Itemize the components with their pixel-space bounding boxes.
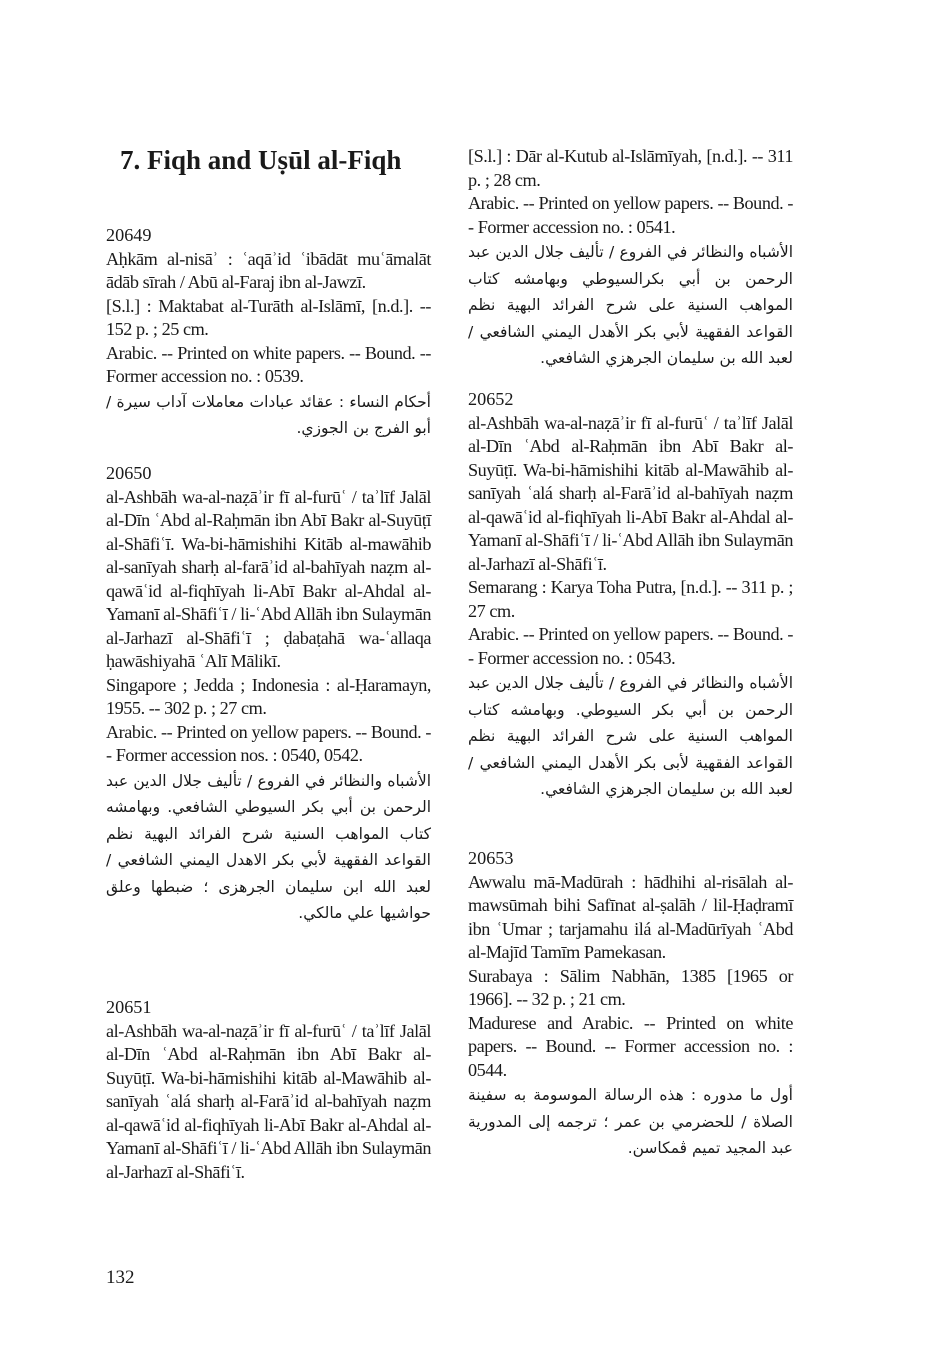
entry-number: 20653 [468, 848, 514, 868]
entry-title: al-Ashbāh wa-al-naẓāʾir fī al-furūʿ / taʾlīf Jalāl al-Dīn ʿAbd al-Raḥmān ibn Abī Bakr al-Suyūṭī al-Shāfiʿī. Wa-bi-hāmishihi Kitāb al-mawāhib al-sanīyah sharḥ al-farāʾid al-bahīyah naẓm al-qawāʿid al-fiqhīyah li-Abī Bakr al-Ahdal al-Yamanī al-Shāfiʿī / li-ʿAbd Allāh ibn Sulaymān al-Jarhazī al-Shāfiʿī ; ḍabaṭahā wa-ʿallaqa ḥawāshiyahā ʿAlī Mālikī. [106, 486, 431, 671]
entry-arabic-title: الأشباه والنظائر في الفروع / تأليف جلال الدين عبد الرحمن بن أبي بكرالسيوطي وبهامشه كتاب المواهب السنية على شرح الفرائد البهية نظم القواعد الفقهية لأبي بكر الأهدل اليمني الشافعي / لعبد الله بن سليمان الجرهزي الشافعي. [468, 243, 793, 367]
entry-imprint: [S.l.] : Dār al-Kutub al-Islāmīyah, [n.d.]. -- 311 p. ; 28 cm. [468, 146, 793, 190]
entry-title: al-Ashbāh wa-al-naẓāʾir fī al-furūʿ / taʾlīf Jalāl al-Dīn ʿAbd al-Raḥmān ibn Abī Bakr al-Suyūṭī. Wa-bi-hāmishihi kitāb al-Mawāhib al-sanīyah ʿalá sharḥ al-Farāʾid al-bahīyah naẓm al-qawāʿid al-fiqhīyah li-Abī Bakr al-Ahdal al-Yamanī al-Shāfiʿī / li-ʿAbd Allāh ibn Sulaymān al-Jarhazī al-Shāfiʿī. [468, 412, 793, 574]
entry-notes: Arabic. -- Printed on yellow papers. -- Bound. -- Former accession no. : 0543. [468, 624, 793, 668]
entry-arabic-title: الأشباه والنظائر في الفروع / تأليف جلال الدين عبد الرحمن بن أبي بكر السيوطي. وبهامشه كتاب المواهب السنية على شرح الفرائد البهية نظم القواعد الفقهية لأبى بكر الأهدل اليمني الشافعي / لعبد الله بن سليمان الجرهزي الشافعي. [468, 674, 793, 798]
entry-imprint: Singapore ; Jedda ; Indonesia : al-Ḥaramayn, 1955. -- 302 p. ; 27 cm. [106, 674, 431, 718]
entry-number: 20649 [106, 225, 152, 245]
entry-title: Aḥkām al-nisāʾ : ʿaqāʾid ʿibādāt muʿāmalāt ādāb sīrah / Abū al-Faraj ibn al-Jawzī. [106, 248, 431, 292]
entry-arabic-title: أحكام النساء : عقائد عبادات معاملات آداب سيرة / أبو الفرج بن الجوزي. [106, 392, 431, 437]
entry-notes: Arabic. -- Printed on white papers. -- Bound. -- Former accession no. : 0539. [106, 342, 431, 386]
entry-number: 20652 [468, 389, 514, 409]
catalog-entry-20652 [468, 388, 793, 803]
page-number: 132 [106, 1267, 135, 1288]
entry-imprint: Semarang : Karya Toha Putra, [n.d.]. -- 311 p. ; 27 cm. [468, 577, 793, 621]
entry-number: 20650 [106, 463, 152, 483]
entry-title: Awwalu mā-Madūrah : hādhihi al-risālah al-mawsūmah bihi Safīnat al-ṣalāh / lil-Ḥaḍramī ibn ʿUmar ; tarjamahu ilá al-Madūrīyah ʿAbd al-Majīd Tamīm Pamekasan. [468, 871, 793, 962]
entry-imprint: [S.l.] : Maktabat al-Turāth al-Islāmī, [n.d.]. -- 152 p. ; 25 cm. [106, 295, 431, 339]
catalog-entry-20651 [106, 996, 431, 1184]
catalog-entry-20651-continued [468, 145, 793, 372]
entry-number: 20651 [106, 997, 152, 1017]
entry-notes: Madurese and Arabic. -- Printed on white papers. -- Bound. -- Former accession no. : 0544. [468, 1012, 793, 1080]
entry-arabic-title: الأشباه والنظائر في الفروع / تأليف جلال الدين عبد الرحمن بن أبي بكر السيوطي الشافعي. وبهامشه كتاب المواهب السنية شرح الفرائد البهية نظم القواعد الفقهية لأبي بكر الاهدل اليمني الشافعي / لعبد الله ابن سليمان الجرهزى ؛ ضبطها وعلق حواشيها علي مالكي. [106, 771, 431, 922]
entry-notes: Arabic. -- Printed on yellow papers. -- Bound. -- Former accession nos. : 0540, 0542. [106, 721, 431, 765]
entry-title: al-Ashbāh wa-al-naẓāʾir fī al-furūʿ / taʾlīf Jalāl al-Dīn ʿAbd al-Raḥmān ibn Abī Bakr al-Suyūṭī. Wa-bi-hāmishihi kitāb al-Mawāhib al-sanīyah ʿalá sharḥ al-Farāʾid al-bahīyah naẓm al-qawāʿid al-fiqhīyah li-Abī Bakr al-Ahdal al-Yamanī al-Shāfiʿī / li-ʿAbd Allāh ibn Sulaymān al-Jarhazī al-Shāfiʿī. [106, 1020, 431, 1182]
entry-notes: Arabic. -- Printed on yellow papers. -- Bound. -- Former accession no. : 0541. [468, 193, 793, 237]
catalog-entry-20649 [106, 224, 431, 442]
entry-imprint: Surabaya : Sālim Nabhān, 1385 [1965 or 1966]. -- 32 p. ; 21 cm. [468, 965, 793, 1009]
catalog-entry-20650 [106, 462, 431, 927]
section-title: 7. Fiqh and Uṣūl al-Fiqh [120, 145, 402, 175]
entry-arabic-title: أول ما مدوره : هذه الرسالة الموسومة به سفينة الصلاة / للحضرمي بن عمر ؛ ترجمه إلى المدورية عبد المجيد تميم ڤمكاسن. [468, 1086, 793, 1157]
catalog-entry-20653 [468, 847, 793, 1162]
